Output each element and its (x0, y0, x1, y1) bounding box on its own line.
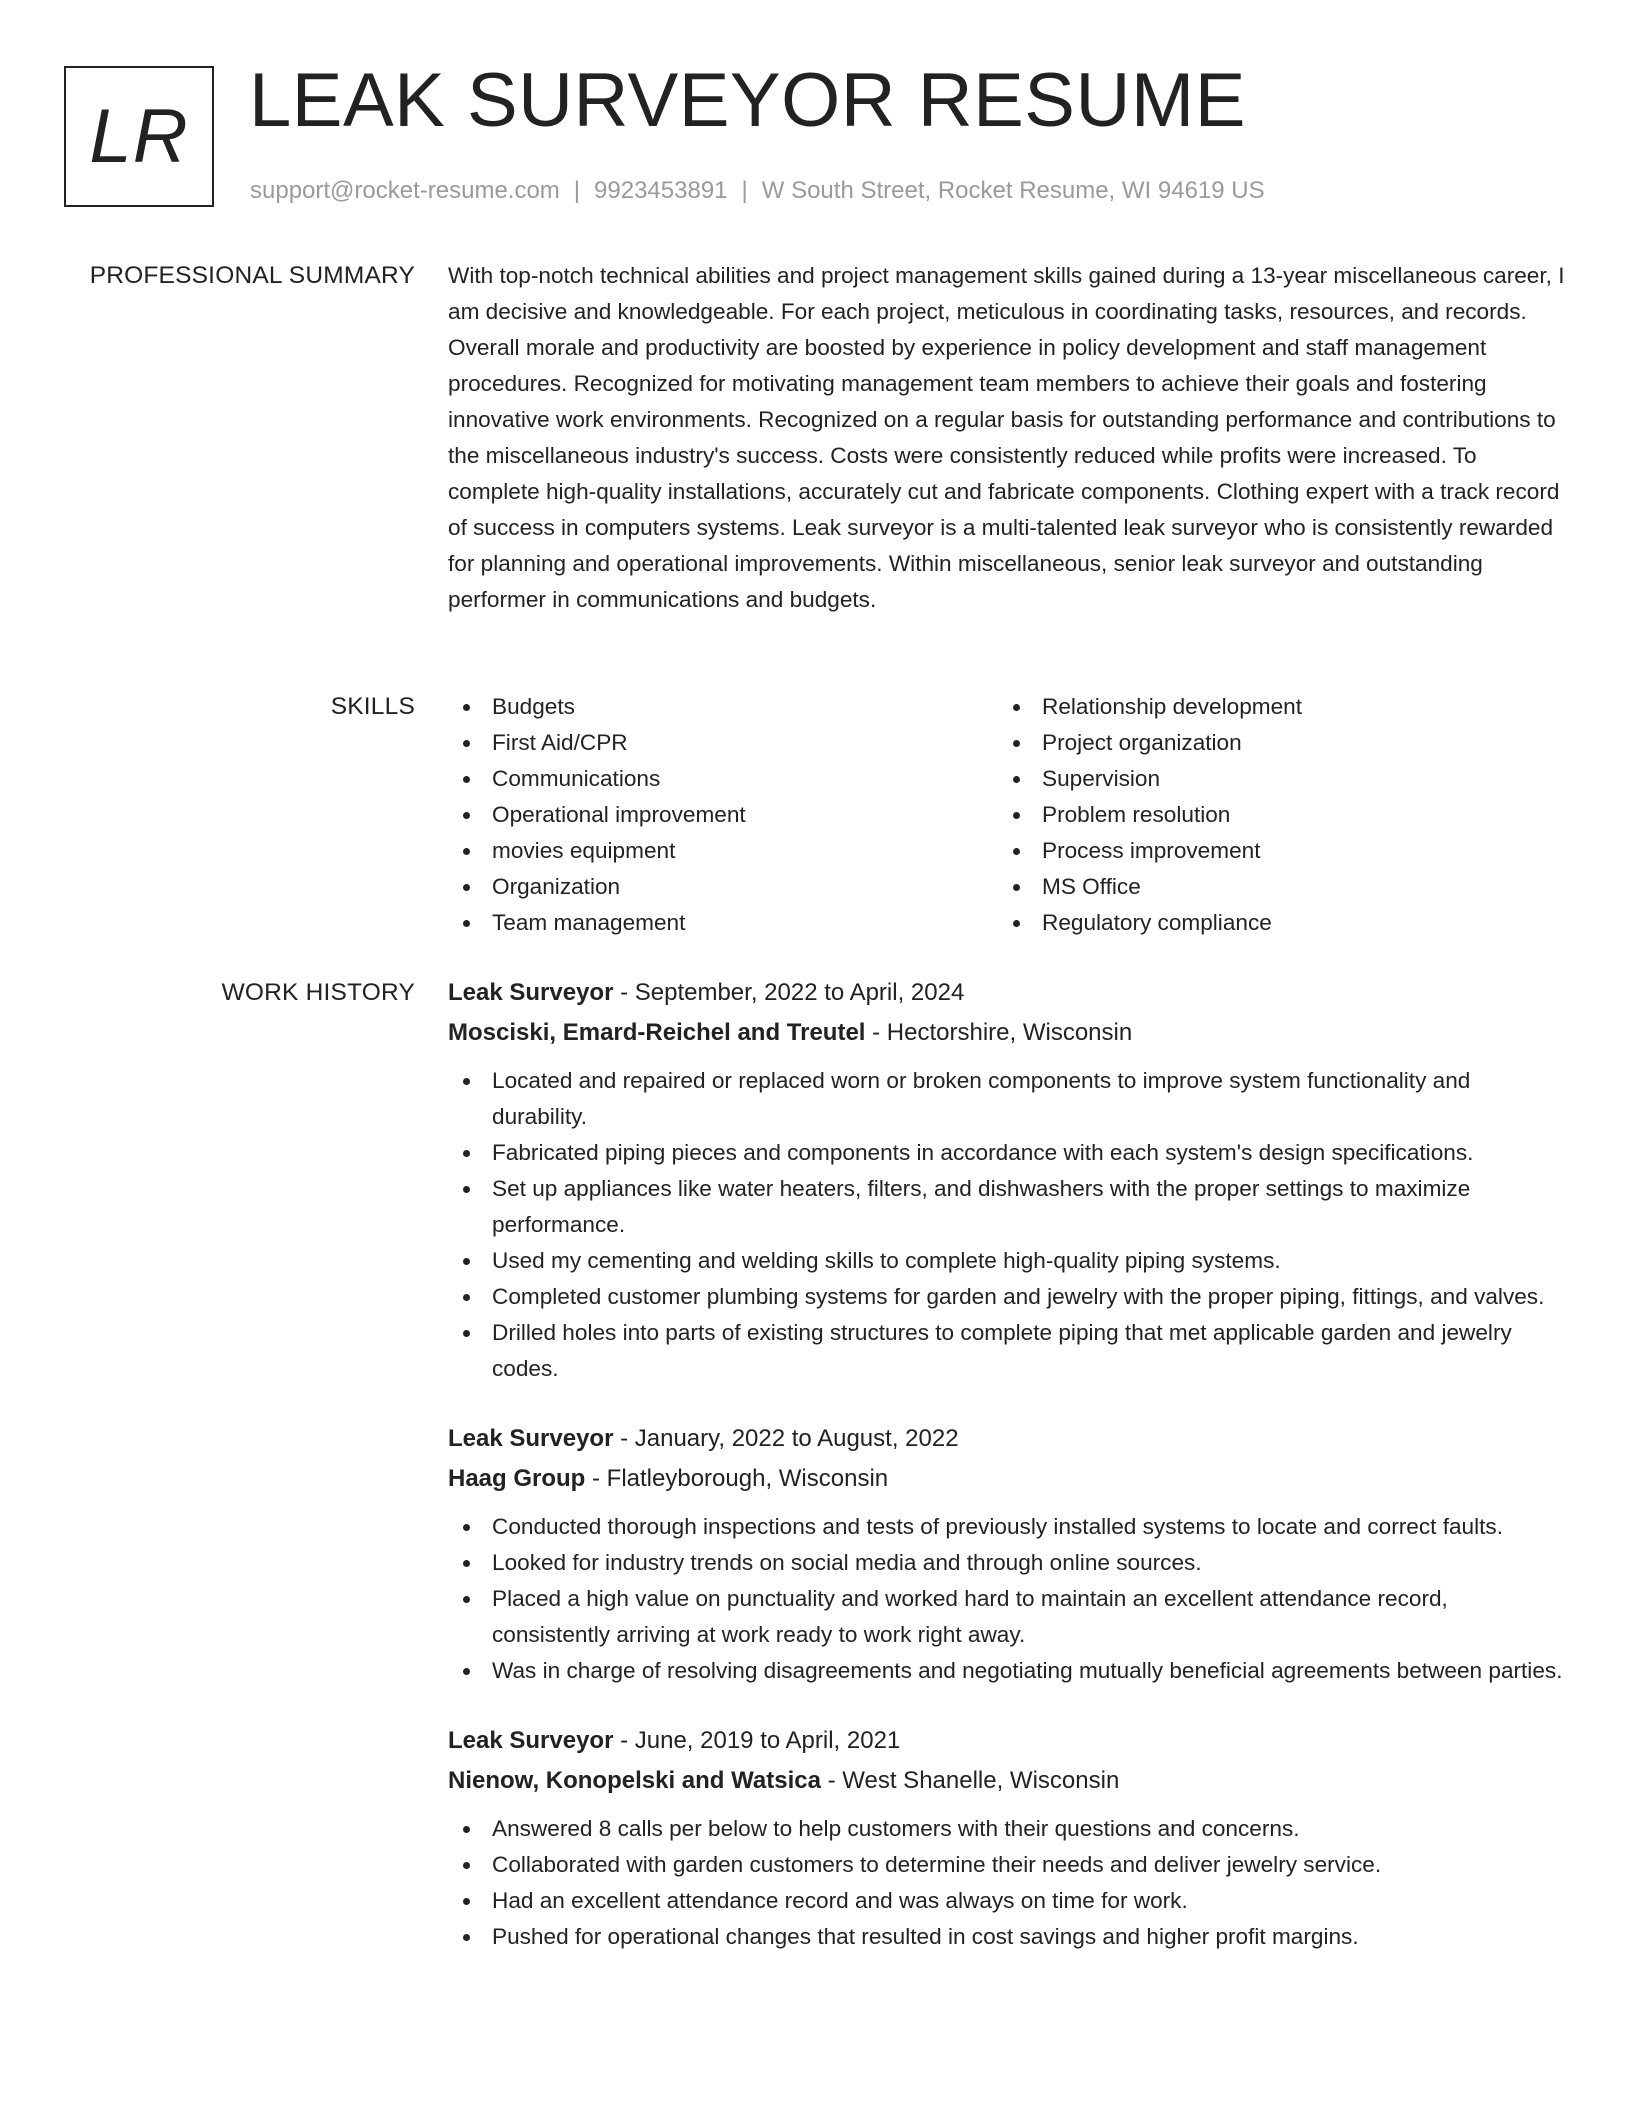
skill-item: Budgets (448, 689, 998, 725)
job-bullet: Placed a high value on punctuality and worked hard to maintain an excellent attendance record, consistently arriving at work ready to work right away. (448, 1581, 1568, 1653)
job-bullet: Had an excellent attendance record and was always on time for work. (448, 1883, 1568, 1919)
job-bullet: Conducted thorough inspections and tests of previously installed systems to locate and correct faults. (448, 1509, 1568, 1545)
work-history-body (448, 973, 1568, 1987)
skill-item: Problem resolution (998, 797, 1548, 833)
job-entry (448, 1721, 1568, 1955)
job-location: - West Shanelle, Wisconsin (820, 1767, 1120, 1794)
job-bullets (448, 1811, 1568, 1955)
skill-item: Supervision (998, 761, 1548, 797)
job-entry (448, 973, 1568, 1387)
monogram-badge (64, 66, 214, 207)
job-title: Leak Surveyor (448, 1425, 614, 1452)
job-dates: - June, 2019 to April, 2021 (613, 1727, 901, 1754)
job-title-line (448, 1419, 1568, 1459)
job-entry (448, 1419, 1568, 1689)
skills-column-left (448, 689, 998, 941)
skill-item: Operational improvement (448, 797, 998, 833)
job-bullet: Answered 8 calls per below to help customers with their questions and concerns. (448, 1811, 1568, 1847)
job-title: Leak Surveyor (448, 1727, 614, 1754)
job-dates: - January, 2022 to August, 2022 (613, 1425, 959, 1452)
job-location: - Hectorshire, Wisconsin (865, 1019, 1133, 1046)
contact-separator: | (573, 177, 581, 204)
job-company: Mosciski, Emard-Reichel and Treutel (448, 1019, 866, 1046)
skills-body (448, 689, 1568, 941)
job-company-line (448, 1459, 1568, 1499)
job-bullets (448, 1509, 1568, 1689)
job-title-line (448, 1721, 1568, 1761)
job-bullet: Pushed for operational changes that resulted in cost savings and higher profit margins. (448, 1919, 1568, 1955)
job-company-line (448, 1013, 1568, 1053)
skill-item: Project organization (998, 725, 1548, 761)
skill-item: Team management (448, 905, 998, 941)
skill-item: Communications (448, 761, 998, 797)
job-bullet: Completed customer plumbing systems for garden and jewelry with the proper piping, fittings, and valves. (448, 1279, 1568, 1315)
job-bullets (448, 1063, 1568, 1387)
job-title-line (448, 973, 1568, 1013)
job-bullet: Was in charge of resolving disagreements and negotiating mutually beneficial agreements between parties. (448, 1653, 1568, 1689)
skill-item: movies equipment (448, 833, 998, 869)
job-company: Nienow, Konopelski and Watsica (448, 1767, 821, 1794)
skill-item: Relationship development (998, 689, 1548, 725)
skill-item: MS Office (998, 869, 1548, 905)
skills-grid (448, 689, 1568, 941)
contact-phone: 9923453891 (594, 177, 728, 204)
summary-heading: PROFESSIONAL SUMMARY (89, 262, 415, 289)
skill-item: Regulatory compliance (998, 905, 1548, 941)
skill-item: First Aid/CPR (448, 725, 998, 761)
job-bullet: Looked for industry trends on social media and through online sources. (448, 1545, 1568, 1581)
job-bullet: Located and repaired or replaced worn or broken components to improve system functionality and durability. (448, 1063, 1568, 1135)
skill-item: Organization (448, 869, 998, 905)
job-title: Leak Surveyor (448, 979, 614, 1006)
skills-column-right (998, 689, 1548, 941)
contact-address: W South Street, Rocket Resume, WI 94619 US (761, 177, 1265, 204)
summary-body (448, 258, 1568, 618)
job-location: - Flatleyborough, Wisconsin (585, 1465, 889, 1492)
work-history-heading: WORK HISTORY (221, 979, 415, 1006)
job-bullet: Drilled holes into parts of existing structures to complete piping that met applicable garden and jewelry codes. (448, 1315, 1568, 1387)
job-dates: - September, 2022 to April, 2024 (613, 979, 965, 1006)
summary-text: With top-notch technical abilities and project management skills gained during a 13-year miscellaneous career, I am decisive and knowledgeable. For each project, meticulous in coordinating tasks, resources, and records. Overall morale and productivity are boosted by experience in policy development and staff management procedures. Recognized for motivating management team members to achieve their goals and fostering innovative work environments. Recognized on a regular basis for outstanding performance and contributions to the miscellaneous industry's success. Costs were consistently reduced while profits were increased. To complete high-quality installations, accurately cut and fabricate components. Clothing expert with a track record of success in computers systems. Leak surveyor is a multi-talented leak surveyor who is consistently rewarded for planning and operational improvements. Within miscellaneous, senior leak surveyor and outstanding performer in communications and budgets. (448, 263, 1565, 612)
resume-title: LEAK SURVEYOR RESUME (249, 58, 1246, 143)
skills-heading: SKILLS (330, 693, 415, 720)
skill-item: Process improvement (998, 833, 1548, 869)
contact-email: support@rocket-resume.com (250, 177, 560, 204)
job-bullet: Fabricated piping pieces and components in accordance with each system's design specifications. (448, 1135, 1568, 1171)
contact-separator: | (741, 177, 748, 204)
job-company-line (448, 1761, 1568, 1801)
job-company: Haag Group (448, 1465, 586, 1492)
job-bullet: Collaborated with garden customers to determine their needs and deliver jewelry service. (448, 1847, 1568, 1883)
monogram-initials: LR (89, 93, 189, 179)
job-bullet: Set up appliances like water heaters, filters, and dishwashers with the proper settings to maximize performance. (448, 1171, 1568, 1243)
contact-line (250, 174, 1265, 208)
job-bullet: Used my cementing and welding skills to complete high-quality piping systems. (448, 1243, 1568, 1279)
